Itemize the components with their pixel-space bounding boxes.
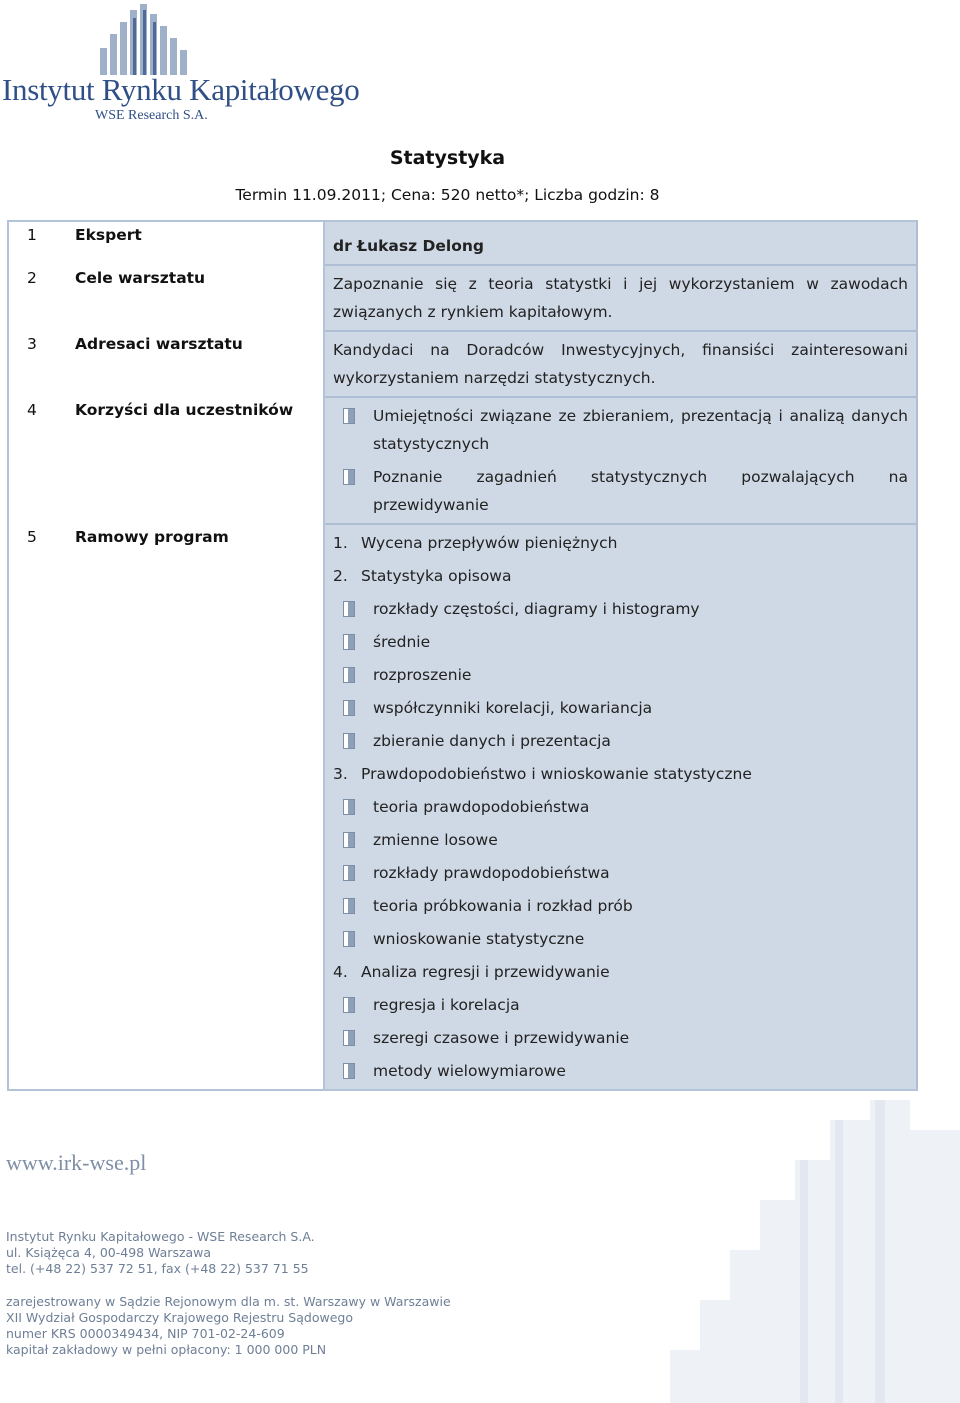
list-item: średnie xyxy=(333,628,908,656)
audience-text: Kandydaci na Doradców Inwestycyjnych, finansiści zainteresowani wykorzystaniem narzędzi statystycznych. xyxy=(324,331,917,397)
bullet-icon xyxy=(343,1030,355,1046)
list-item: zbieranie danych i prezentacja xyxy=(333,727,908,755)
program-sublist xyxy=(333,595,908,755)
row-label: Ramowy program xyxy=(75,524,324,1090)
bullet-icon xyxy=(343,634,355,650)
row-number: 2 xyxy=(8,265,75,331)
row-number: 4 xyxy=(8,397,75,524)
list-item: Poznanie zagadnień statystycznych pozwalających na przewidywanie xyxy=(333,463,908,519)
list-item: teoria próbkowania i rozkład prób xyxy=(333,892,908,920)
bullet-icon xyxy=(343,832,355,848)
bullet-icon xyxy=(343,931,355,947)
list-item: rozproszenie xyxy=(333,661,908,689)
footer-registration: zarejestrowany w Sądzie Rejonowym dla m. st. Warszawy w Warszawie XII Wydział Gospodarczy Krajowego Rejestru Sądowego numer KRS 0000349434, NIP 701-02-24-609 kapitał zakładowy w pełni opłacony: 1 000 000 PLN xyxy=(6,1294,451,1357)
program-cell xyxy=(324,524,917,1090)
bullet-icon xyxy=(343,733,355,749)
footer-website-link[interactable]: www.irk-wse.pl xyxy=(6,1150,147,1175)
row-number: 3 xyxy=(8,331,75,397)
skyline-logo-icon xyxy=(0,0,300,75)
list-item: rozkłady częstości, diagramy i histogramy xyxy=(333,595,908,623)
goals-text: Zapoznanie się z teoria statystki i jej wykorzystaniem w zawodach związanych z rynkiem kapitałowym. xyxy=(324,265,917,331)
bullet-icon xyxy=(343,667,355,683)
program-sublist xyxy=(333,793,908,953)
program-section: 3. Prawdopodobieństwo i wnioskowanie statystyczne xyxy=(333,765,752,783)
table-row-goals xyxy=(8,265,917,331)
company-logo xyxy=(0,0,360,130)
benefits-list xyxy=(333,402,908,519)
course-info-table xyxy=(7,220,918,1091)
row-label: Korzyści dla uczestników xyxy=(75,397,324,524)
row-number: 5 xyxy=(8,524,75,1090)
list-item: rozkłady prawdopodobieństwa xyxy=(333,859,908,887)
row-label: Ekspert xyxy=(75,221,324,265)
document-meta: Termin 11.09.2011; Cena: 520 netto*; Liczba godzin: 8 xyxy=(235,186,660,204)
bullet-icon xyxy=(343,898,355,914)
program-section: 1. Wycena przepływów pieniężnych xyxy=(333,534,618,552)
bullet-icon xyxy=(343,700,355,716)
table-row-expert xyxy=(8,221,917,265)
bullet-icon xyxy=(343,601,355,617)
row-label: Cele warsztatu xyxy=(75,265,324,331)
row-label: Adresaci warsztatu xyxy=(75,331,324,397)
logo-subtitle: WSE Research S.A. xyxy=(95,108,208,123)
program-section: 2. Statystyka opisowa xyxy=(333,567,512,585)
program-sublist xyxy=(333,991,908,1085)
list-item: szeregi czasowe i przewidywanie xyxy=(333,1024,908,1052)
list-item: Umiejętności związane ze zbieraniem, prezentacją i analizą danych statystycznych xyxy=(333,402,908,458)
list-item: metody wielowymiarowe xyxy=(333,1057,908,1085)
skyline-decoration-icon xyxy=(670,1100,960,1403)
bullet-icon xyxy=(343,408,355,424)
bullet-icon xyxy=(343,799,355,815)
bullet-icon xyxy=(343,1063,355,1079)
document-title: Statystyka xyxy=(389,147,506,169)
list-item: teoria prawdopodobieństwa xyxy=(333,793,908,821)
expert-name: dr Łukasz Delong xyxy=(333,237,485,255)
footer-address: Instytut Rynku Kapitałowego - WSE Research S.A. ul. Książęca 4, 00-498 Warszawa tel. (+48 22) 537 72 51, fax (+48 22) 537 71 55 xyxy=(6,1229,315,1276)
list-item: wnioskowanie statystyczne xyxy=(333,925,908,953)
bullet-icon xyxy=(343,469,355,485)
program-section: 4. Analiza regresji i przewidywanie xyxy=(333,963,610,981)
list-item: zmienne losowe xyxy=(333,826,908,854)
bullet-icon xyxy=(343,865,355,881)
list-item: regresja i korelacja xyxy=(333,991,908,1019)
row-number: 1 xyxy=(8,221,75,265)
list-item: współczynniki korelacji, kowariancja xyxy=(333,694,908,722)
table-row-program xyxy=(8,524,917,1090)
logo-name: Instytut Rynku Kapitałowego xyxy=(2,72,360,107)
table-row-audience xyxy=(8,331,917,397)
bullet-icon xyxy=(343,997,355,1013)
table-row-benefits xyxy=(8,397,917,524)
